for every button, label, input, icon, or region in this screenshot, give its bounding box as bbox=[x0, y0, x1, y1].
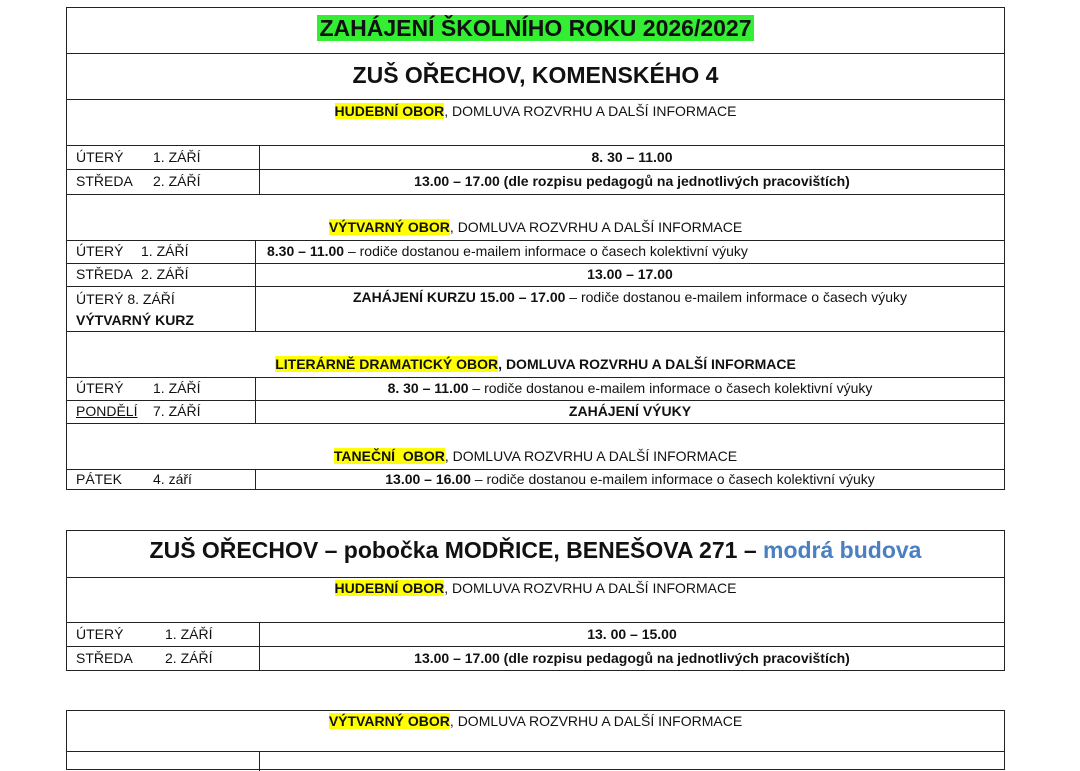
time-cell bbox=[256, 378, 1004, 400]
date-label: 4. září bbox=[153, 471, 192, 487]
time-cell bbox=[260, 623, 1004, 646]
date-label: 2. ZÁŘÍ bbox=[153, 173, 201, 189]
section-name: TANEČNÍ OBOR bbox=[333, 448, 445, 464]
time-value: ZAHÁJENÍ VÝUKY bbox=[568, 403, 692, 419]
note-text: – rodiče dostanou e-mailem informace o časech kolektivní výuky bbox=[468, 380, 873, 396]
date-cell bbox=[67, 241, 256, 263]
section-suffix: , DOMLUVA ROZVRHU A DALŠÍ INFORMACE bbox=[444, 448, 738, 464]
date-label: 1. ZÁŘÍ bbox=[153, 380, 201, 396]
table-row bbox=[67, 646, 1004, 671]
section-name: VÝTVARNÝ OBOR bbox=[328, 713, 450, 729]
date-cell bbox=[67, 647, 260, 671]
day-label: ÚTERÝ bbox=[76, 149, 124, 165]
table-row bbox=[67, 622, 1004, 646]
day-label: STŘEDA bbox=[76, 173, 133, 189]
section-name: HUDEBNÍ OBOR bbox=[334, 103, 445, 119]
date-label: 2. ZÁŘÍ bbox=[141, 266, 189, 282]
date-cell bbox=[67, 170, 260, 194]
music-section-header bbox=[67, 99, 1004, 145]
date-label: 1. ZÁŘÍ bbox=[141, 243, 189, 259]
time-cell bbox=[260, 146, 1004, 169]
art-section-header bbox=[67, 194, 1004, 240]
time-cell bbox=[256, 241, 1004, 263]
time-cell bbox=[260, 647, 1004, 671]
date-cell bbox=[67, 470, 256, 490]
table-row bbox=[67, 400, 1004, 423]
schedule-table-branch-art bbox=[66, 710, 1005, 770]
building-label: modrá budova bbox=[763, 537, 922, 563]
time-cell bbox=[256, 287, 1004, 331]
table-row bbox=[67, 240, 1004, 263]
day-label: ÚTERÝ bbox=[76, 380, 124, 396]
branch-name bbox=[150, 537, 922, 563]
day-label: ÚTERÝ bbox=[76, 243, 124, 259]
day-label: ÚTERÝ bbox=[76, 626, 124, 642]
note-text: – rodiče dostanou e-mailem informace o časech výuky bbox=[565, 289, 908, 305]
schedule-table-main bbox=[66, 7, 1005, 490]
note-text: – rodiče dostanou e-mailem informace o časech kolektivní výuky bbox=[470, 471, 875, 487]
table-row bbox=[67, 169, 1004, 194]
section-suffix: , DOMLUVA ROZVRHU A DALŠÍ INFORMACE bbox=[444, 580, 737, 596]
date-label: 2. ZÁŘÍ bbox=[165, 650, 213, 666]
date-label: 1. ZÁŘÍ bbox=[165, 626, 213, 642]
title-row bbox=[67, 8, 1004, 53]
section-suffix: , DOMLUVA ROZVRHU A DALŠÍ INFORMACE bbox=[449, 713, 743, 729]
table-row bbox=[67, 286, 1004, 331]
date-cell bbox=[67, 287, 256, 331]
section-suffix: , DOMLUVA ROZVRHU A DALŠÍ INFORMACE bbox=[498, 356, 796, 372]
day-label: STŘEDA bbox=[76, 650, 133, 666]
table-row bbox=[67, 145, 1004, 169]
table-row bbox=[67, 263, 1004, 286]
music-section-header bbox=[67, 577, 1004, 622]
art-section-header bbox=[67, 711, 1004, 751]
time-cell bbox=[256, 401, 1004, 423]
dance-section-header bbox=[67, 423, 1004, 469]
day-label: STŘEDA bbox=[76, 266, 133, 282]
time-value: 8.30 – 11.00 bbox=[267, 243, 345, 259]
branch-address: ZUŠ OŘECHOV – pobočka MODŘICE, BENEŠOVA 271 – bbox=[149, 537, 763, 563]
section-suffix: , DOMLUVA ROZVRHU A DALŠÍ INFORMACE bbox=[449, 219, 743, 235]
time-value: 13.00 – 16.00 bbox=[385, 471, 471, 487]
section-name: HUDEBNÍ OBOR bbox=[334, 580, 445, 596]
day-label: PONDĚLÍ bbox=[76, 403, 138, 419]
time-cell bbox=[256, 264, 1004, 286]
school-row bbox=[67, 53, 1004, 99]
time-value: 13.00 – 17.00 bbox=[587, 266, 673, 282]
time-value: 13.00 – 17.00 (dle rozpisu pedagogů na jednotlivých pracovištích) bbox=[414, 650, 850, 666]
note-text: – rodiče dostanou e-mailem informace o časech kolektivní výuky bbox=[344, 243, 748, 259]
day-label: ÚTERÝ 8. ZÁŘÍ bbox=[76, 291, 175, 307]
section-name: VÝTVARNÝ OBOR bbox=[328, 219, 450, 235]
schedule-table-branch bbox=[66, 530, 1005, 671]
table-row bbox=[67, 469, 1004, 490]
course-label: VÝTVARNÝ KURZ bbox=[76, 312, 194, 328]
date-label: 1. ZÁŘÍ bbox=[153, 149, 201, 165]
time-value: 13. 00 – 15.00 bbox=[587, 626, 677, 642]
time-value: 13.00 – 17.00 (dle rozpisu pedagogů na jednotlivých pracovištích) bbox=[414, 173, 850, 189]
date-cell bbox=[67, 264, 256, 286]
time-value: 8. 30 – 11.00 bbox=[387, 380, 469, 396]
time-cell bbox=[256, 470, 1004, 490]
table-row bbox=[67, 751, 1004, 771]
date-cell bbox=[67, 378, 256, 400]
date-label: 7. ZÁŘÍ bbox=[153, 403, 201, 419]
page-title: ZAHÁJENÍ ŠKOLNÍHO ROKU 2026/2027 bbox=[319, 15, 752, 41]
time-cell bbox=[260, 170, 1004, 194]
table-row bbox=[67, 377, 1004, 400]
date-cell bbox=[67, 146, 260, 169]
section-suffix: , DOMLUVA ROZVRHU A DALŠÍ INFORMACE bbox=[444, 103, 737, 119]
section-name: LITERÁRNĚ DRAMATICKÝ OBOR bbox=[275, 356, 499, 372]
date-cell bbox=[67, 623, 260, 646]
time-value: ZAHÁJENÍ KURZU 15.00 – 17.00 bbox=[352, 289, 566, 305]
day-label: PÁTEK bbox=[76, 471, 122, 487]
school-name: ZUŠ OŘECHOV, KOMENSKÉHO 4 bbox=[352, 62, 719, 88]
time-value: 8. 30 – 11.00 bbox=[591, 149, 673, 165]
date-cell bbox=[67, 752, 260, 771]
drama-section-header bbox=[67, 331, 1004, 377]
date-cell bbox=[67, 401, 256, 423]
school-row bbox=[67, 531, 1004, 577]
